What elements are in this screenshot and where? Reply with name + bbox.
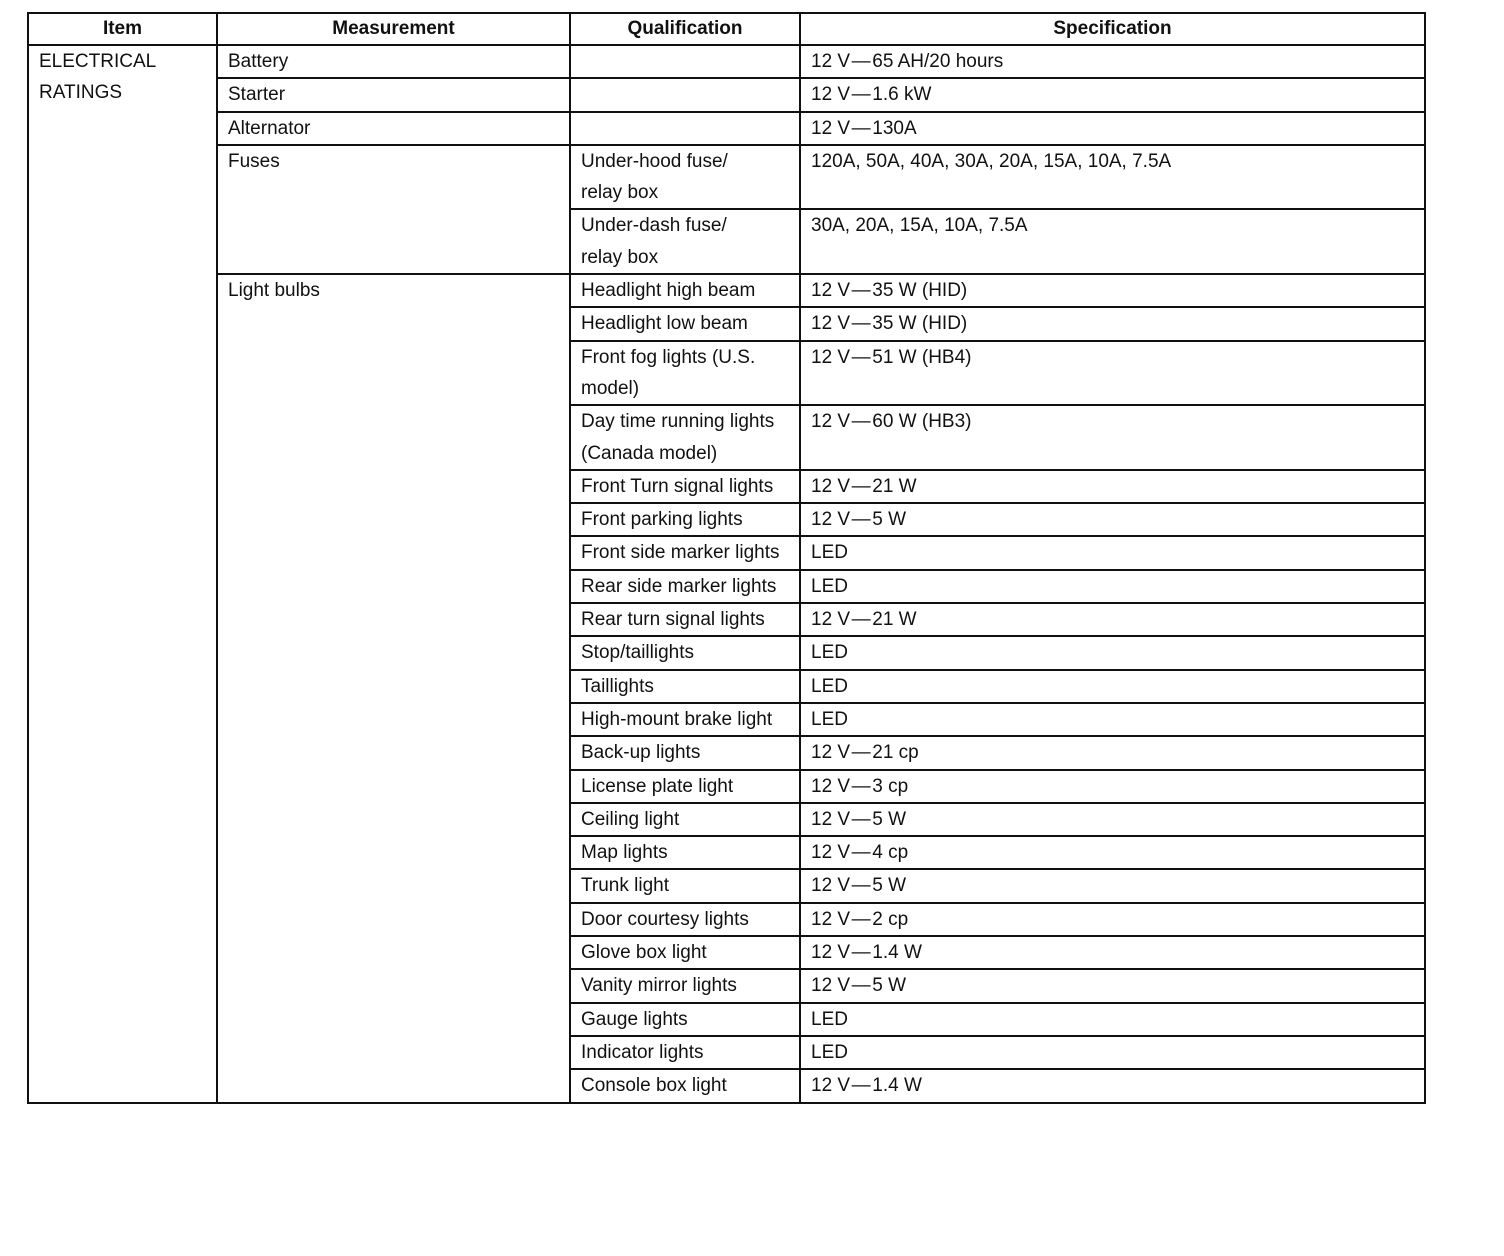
bulb-specification: 12 V — 2 cp [800,903,1425,936]
bulb-specification: LED [800,670,1425,703]
qualification-alternator [570,112,800,145]
spec-alternator: 12 V — 130A [800,112,1425,145]
fuse-specification: 30A, 20A, 15A, 10A, 7.5A [800,209,1425,274]
measurement-fuses: Fuses [217,145,570,274]
bulb-qualification: Taillights [570,670,800,703]
spec-table [27,12,1426,1104]
bulb-qualification: Trunk light [570,869,800,902]
bulb-qualification: License plate light [570,770,800,803]
fuse-qualification: Under-dash fuse/ relay box [570,209,800,274]
measurement-starter: Starter [217,78,570,111]
qualification-battery [570,45,800,78]
fuse-specification: 120A, 50A, 40A, 30A, 20A, 15A, 10A, 7.5A [800,145,1425,210]
bulb-qualification: Console box light [570,1069,800,1102]
bulb-specification: LED [800,703,1425,736]
bulb-qualification: Ceiling light [570,803,800,836]
table-row [28,112,1425,145]
bulb-specification: LED [800,636,1425,669]
bulb-specification: LED [800,1003,1425,1036]
header-row [28,13,1425,45]
bulb-qualification: Stop/taillights [570,636,800,669]
bulb-specification: LED [800,536,1425,569]
bulb-specification: 12 V — 21 cp [800,736,1425,769]
bulb-qualification: Gauge lights [570,1003,800,1036]
table-row [28,145,1425,210]
bulb-qualification: Front Turn signal lights [570,470,800,503]
item-cell: ELECTRICAL RATINGS [28,45,217,1103]
bulb-specification: 12 V — 21 W [800,470,1425,503]
bulb-qualification: Rear side marker lights [570,570,800,603]
header-measurement: Measurement [217,13,570,45]
bulb-qualification: Headlight low beam [570,307,800,340]
spec-starter: 12 V — 1.6 kW [800,78,1425,111]
header-item: Item [28,13,217,45]
bulb-qualification: Door courtesy lights [570,903,800,936]
bulb-specification: 12 V — 3 cp [800,770,1425,803]
measurement-battery: Battery [217,45,570,78]
bulb-qualification: Back-up lights [570,736,800,769]
qualification-starter [570,78,800,111]
bulb-qualification: Vanity mirror lights [570,969,800,1002]
bulb-specification: 12 V — 1.4 W [800,936,1425,969]
bulb-specification: 12 V — 21 W [800,603,1425,636]
bulb-specification: 12 V — 5 W [800,803,1425,836]
bulb-specification: 12 V — 60 W (HB3) [800,405,1425,470]
bulb-qualification: Rear turn signal lights [570,603,800,636]
bulb-qualification: Front side marker lights [570,536,800,569]
measurement-alternator: Alternator [217,112,570,145]
bulb-specification: 12 V — 5 W [800,869,1425,902]
header-qualification: Qualification [570,13,800,45]
bulb-qualification: Front fog lights (U.S. model) [570,341,800,406]
header-specification: Specification [800,13,1425,45]
spec-battery: 12 V — 65 AH/20 hours [800,45,1425,78]
bulb-specification: 12 V — 5 W [800,969,1425,1002]
bulb-specification: 12 V — 4 cp [800,836,1425,869]
measurement-light-bulbs: Light bulbs [217,274,570,1102]
bulb-qualification: Map lights [570,836,800,869]
table-row [28,78,1425,111]
bulb-qualification: Glove box light [570,936,800,969]
bulb-specification: LED [800,570,1425,603]
table-row [28,45,1425,78]
bulb-specification: 12 V — 35 W (HID) [800,307,1425,340]
bulb-qualification: Indicator lights [570,1036,800,1069]
table-row [28,274,1425,307]
bulb-qualification: High-mount brake light [570,703,800,736]
bulb-specification: 12 V — 35 W (HID) [800,274,1425,307]
bulb-qualification: Headlight high beam [570,274,800,307]
bulb-qualification: Front parking lights [570,503,800,536]
fuse-qualification: Under-hood fuse/ relay box [570,145,800,210]
bulb-specification: 12 V — 5 W [800,503,1425,536]
bulb-specification: 12 V — 51 W (HB4) [800,341,1425,406]
bulb-qualification: Day time running lights (Canada model) [570,405,800,470]
bulb-specification: 12 V — 1.4 W [800,1069,1425,1102]
bulb-specification: LED [800,1036,1425,1069]
